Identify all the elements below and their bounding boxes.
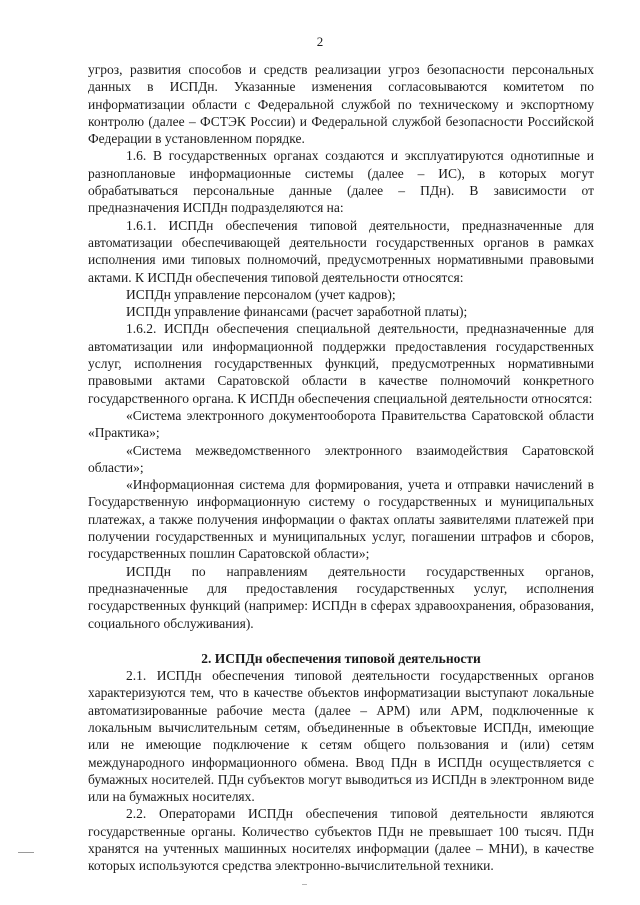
- paragraph-1-6-2: 1.6.2. ИСПДн обеспечения специальной деятельности, предназначенные для автоматизации или информационной поддержки предоставления государственных услуг, исполнения государственных функций, предусмотренных нормативными правовыми актами Саратовской области в качестве полномочий конкретного государственного органа. К ИСПДн обеспечения специальной деятельности относятся:: [88, 321, 594, 406]
- scan-artifact-dash: [302, 884, 307, 885]
- list-item-finance: ИСПДн управление финансами (расчет заработной платы);: [126, 304, 468, 320]
- list-item-smev: «Система межведомственного электронного взаимодействия Саратовской области»;: [88, 442, 594, 475]
- section-heading: 2. ИСПДн обеспечения типовой деятельности: [201, 650, 481, 666]
- document-body: [88, 61, 594, 875]
- paragraph-2-2: 2.2. Операторами ИСПДн обеспечения типовой деятельности являются государственные органы. Количество субъектов ПДн не превышает 100 тысяч. ПДн хранятся на учтенных машинных носителях информации (далее – МНИ), в качестве которых используются средства электронно-вычислительной техники.: [88, 806, 594, 874]
- list-item-payments-system: «Информационная система для формирования, учета и отправки начислений в Государственную информационную систему о государственных и муниципальных платежах, а также получения информации о фактах оплаты заявителями платежей при получении государственных и муниципальных услуг, погашении штрафов и сборов, государственных пошлин Саратовской области»;: [88, 477, 594, 562]
- scan-artifact-line: [18, 852, 34, 853]
- page-number: 2: [316, 34, 324, 49]
- list-item-edms: «Система электронного документооборота Правительства Саратовской области «Практика»;: [88, 407, 594, 441]
- scan-artifact-dot: [404, 856, 407, 857]
- list-item-personnel: ИСПДн управление персоналом (учет кадров);: [126, 286, 396, 302]
- paragraph-1-6: 1.6. В государственных органах создаются и эксплуатируются однотипные и разноплановые информационные системы (далее – ИС), в которых могут обрабатываться персональные данные (далее – ПДн). В зависимости от предназначения ИСПДн подразделяются на:: [88, 148, 594, 216]
- paragraph-1: угроз, развития способов и средств реализации угроз безопасности персональных данных в ИСПДн. Указанные изменения согласовываются комитетом по информатизации области с Федеральной службой по техническому и экспортному контролю (далее – ФСТЭК России) и Федеральной службой безопасности Российской Федерации в установленном порядке.: [88, 62, 594, 147]
- paragraph-1-6-1: 1.6.1. ИСПДн обеспечения типовой деятельности, предназначенные для автоматизации обеспечивающей деятельности государственных органов в рамках исполнения ими типовых полномочий, предусмотренных нормативными правовыми актами. К ИСПДн обеспечения типовой деятельности относятся:: [88, 217, 594, 285]
- paragraph-2-1: 2.1. ИСПДн обеспечения типовой деятельности государственных органов характеризуются тем, что в качестве объектов информатизации выступают локальные автоматизированные рабочие места (далее – АРМ) или АРМ, подключенные к локальным вычислительным сетям, объединенные в объектовые ИСПДн, имеющие или не имеющие подключение к сетям общего пользования и (или) сетям международного информационного обмена. Ввод ПДн в ИСПДн осуществляется с бумажных носителей. ПДн субъектов могут выводиться из ИСПДн в электронном виде или на бумажных носителях.: [88, 668, 594, 805]
- list-item-sector-ispdn: ИСПДн по направлениям деятельности государственных органов, предназначенные для предоставления государственных услуг, исполнения государственных функций (например: ИСПДн в сферах здравоохранения, образования, социального обслуживания).: [88, 563, 594, 631]
